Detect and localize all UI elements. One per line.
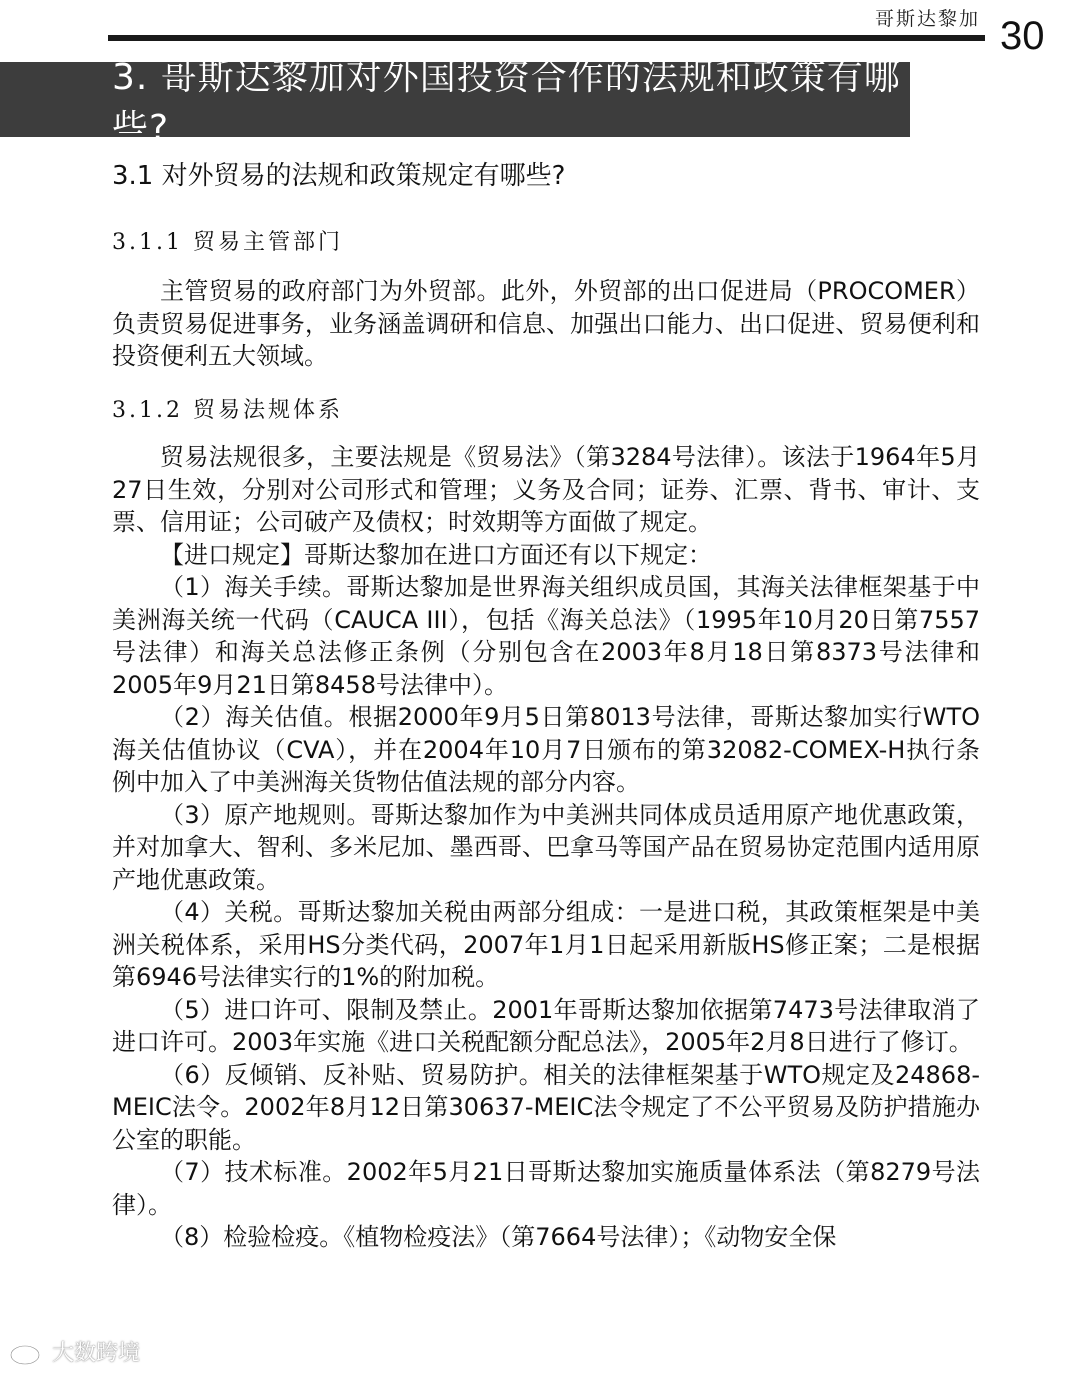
section-heading: 3.1 对外贸易的法规和政策规定有哪些? [112, 161, 566, 191]
subsection-heading-1: 3.1.1 贸易主管部门 [112, 230, 343, 255]
paragraph: 主管贸易的政府部门为外贸部。此外，外贸部的出口促进局（PROCOMER）负责贸易促进事务，业务涵盖调研和信息、加强出口能力、出口促进、贸易便利和投资便利五大领域。 [112, 277, 980, 370]
page-number: 30 [1000, 14, 1045, 58]
watermark-text: 大数跨境 [52, 1341, 141, 1366]
paragraph: （6）反倾销、反补贴、贸易防护。相关的法律框架基于WTO规定及24868-MEIC法令。2002年8月12日第30637-MEIC法令规定了不公平贸易及防护措施办公室的职能。 [112, 1060, 980, 1154]
paragraph: 【进口规定】哥斯达黎加在进口方面还有以下规定： [160, 540, 712, 569]
subsection-1-body [112, 275, 980, 373]
chapter-title-bar [0, 56, 910, 149]
paragraph: （3）原产地规则。哥斯达黎加作为中美洲共同体成员适用原产地优惠政策，并对加拿大、智利、多米尼加、墨西哥、巴拿马等国产品在贸易协定范围内适用原产地优惠政策。 [112, 800, 980, 894]
paragraph: （1）海关手续。哥斯达黎加是世界海关组织成员国，其海关法律框架基于中美洲海关统一代码（CAUCA III），包括《海关总法》（1995年10月20日第7557号法律）和海关总法修正条例（分别包含在2003年8月18日第8373号法律和2005年9月21日第8458号法律中）。 [112, 573, 980, 699]
paragraph: 贸易法规很多，主要法规是《贸易法》（第3284号法律）。该法于1964年5月27日生效，分别对公司形式和管理；义务及合同；证券、汇票、背书、审计、支票、信用证；公司破产及债权；时效期等方面做了规定。 [112, 443, 980, 536]
paragraph: （8）检验检疫。《植物检疫法》（第7664号法律）；《动物安全保 [160, 1223, 837, 1251]
paragraph: （7）技术标准。2002年5月21日哥斯达黎加实施质量体系法（第8279号法律）。 [112, 1158, 980, 1219]
running-header-title: 哥斯达黎加 [874, 8, 980, 30]
header-rule [108, 35, 985, 41]
weibo-logo-icon [8, 1338, 48, 1366]
subsection-heading-2: 3.1.2 贸易法规体系 [112, 398, 343, 423]
chapter-title: 3. 哥斯达黎加对外国投资合作的法规和政策有哪些? [112, 56, 901, 149]
subsection-2-body [112, 441, 980, 1254]
paragraph: （5）进口许可、限制及禁止。2001年哥斯达黎加依据第7473号法律取消了进口许可。2003年实施《进口关税配额分配总法》，2005年2月8日进行了修订。 [112, 995, 980, 1056]
paragraph: （4）关税。哥斯达黎加关税由两部分组成：一是进口税，其政策框架是中美洲关税体系，采用HS分类代码，2007年1月1日起采用新版HS修正案；二是根据第6946号法律实行的1%的附加税。 [112, 898, 980, 991]
watermark [8, 1336, 140, 1367]
paragraph: （2）海关估值。根据2000年9月5日第8013号法律，哥斯达黎加实行WTO海关估值协议（CVA），并在2004年10月7日颁布的第32082-COMEX-H执行条例中加入了中美洲海关货物估值法规的部分内容。 [112, 703, 980, 796]
